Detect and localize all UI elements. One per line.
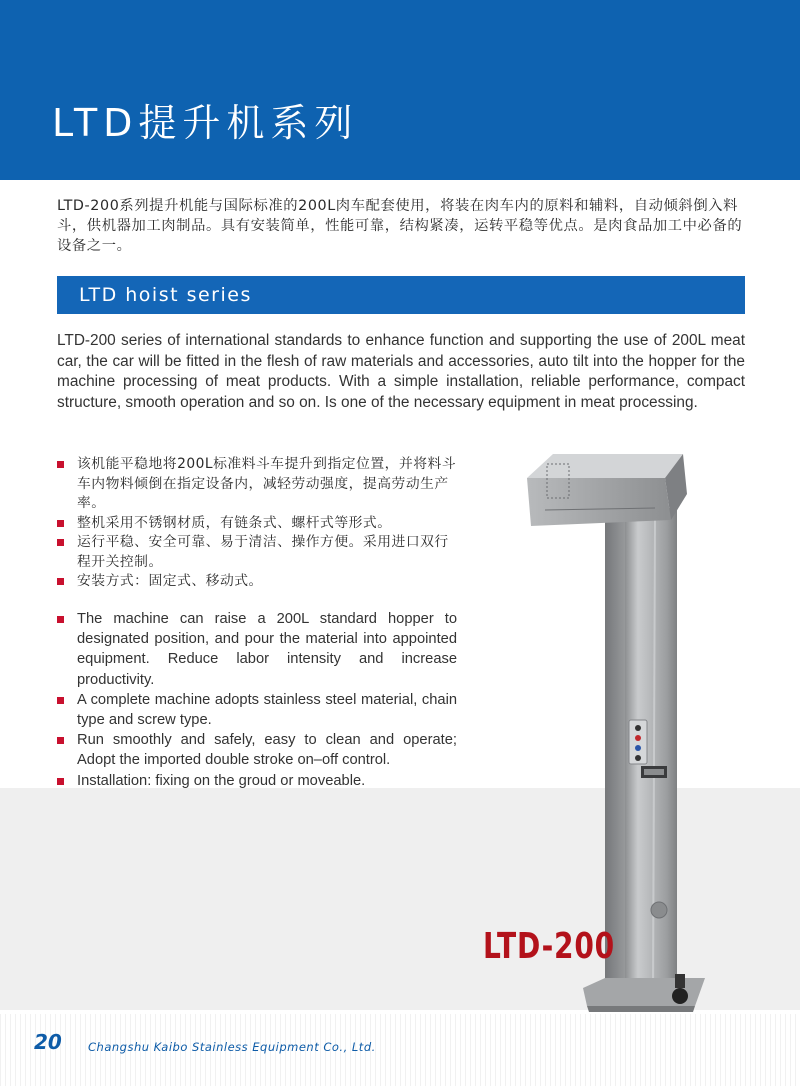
button-icon xyxy=(635,755,641,761)
bullet-icon xyxy=(57,520,64,527)
access-hole xyxy=(651,902,667,918)
bullet-icon xyxy=(57,578,64,585)
feature-text: The machine can raise a 200L standard hopper to designated position, and pour the material into appointed equipment. Reduce labor intensity and increase productivity. xyxy=(77,611,457,688)
button-icon xyxy=(635,745,641,751)
feature-text: 整机采用不锈钢材质，有链条式、螺杆式等形式。 xyxy=(77,514,392,531)
bullet-icon xyxy=(57,737,64,744)
header-band xyxy=(0,0,800,180)
feature-text: Run smoothly and safely, easy to clean and operate; Adopt the imported double stroke on–off control. xyxy=(77,732,457,769)
button-icon xyxy=(635,735,641,741)
feature-text: 该机能平稳地将200L标准料斗车提升到指定位置，并将料斗车内物料倾倒在指定设备内，减轻劳动强度，提高劳动生产率。 xyxy=(77,456,457,511)
bullet-icon xyxy=(57,539,64,546)
feature-text: A complete machine adopts stainless steel material, chain type and screw type. xyxy=(77,691,457,729)
page-number: 20 xyxy=(34,1030,62,1054)
intro-chinese: LTD-200系列提升机能与国际标准的200L肉车配套使用，将装在肉车内的原料和辅料，自动倾斜倒入料斗，供机器加工肉制品。具有安装简单，性能可靠，结构紧凑，运转平稳等优点。是肉食品加工中必备的设备之一。 xyxy=(57,198,743,254)
feature-text: 运行平稳、安全可靠、易于清洁、操作方便。采用进口双行程开关控制。 xyxy=(77,534,449,570)
top-box-front xyxy=(527,478,671,526)
series-title-bar xyxy=(57,276,745,314)
list-item xyxy=(57,533,457,572)
button-icon xyxy=(635,725,641,731)
company-name: Changshu Kaibo Stainless Equipment Co., Ltd. xyxy=(88,1040,376,1054)
features-chinese-list xyxy=(57,455,457,592)
list-item xyxy=(57,771,457,791)
bullet-icon xyxy=(57,697,64,704)
list-item xyxy=(57,690,457,730)
list-item xyxy=(57,514,457,534)
features-english-list xyxy=(57,609,457,791)
column-side xyxy=(605,508,627,996)
feature-text: Installation: fixing on the groud or moveable. xyxy=(77,772,366,789)
bullet-icon xyxy=(57,778,64,785)
list-item xyxy=(57,572,457,592)
bullet-icon xyxy=(57,461,64,468)
bullet-icon xyxy=(57,616,64,623)
page-title: LTD提升机系列 xyxy=(52,101,359,145)
intro-english: LTD-200 series of international standards to enhance function and supporting the use of 200L meat car, the car will be fitted in the flesh of raw materials and accessories, auto tilt into the hopper for the machine processing of meat products. With a simple installation, reliable performance, compact structure, smooth operation and so on. Is one of the necessary equipment in meat processing. xyxy=(57,332,745,411)
list-item xyxy=(57,730,457,770)
model-label: LTD-200 xyxy=(483,926,615,967)
top-box-top xyxy=(527,454,683,478)
wheel-icon xyxy=(672,988,688,1004)
feature-text: 安装方式：固定式、移动式。 xyxy=(77,573,263,589)
list-item xyxy=(57,455,457,514)
list-item xyxy=(57,609,457,690)
series-title: LTD hoist series xyxy=(79,284,252,306)
